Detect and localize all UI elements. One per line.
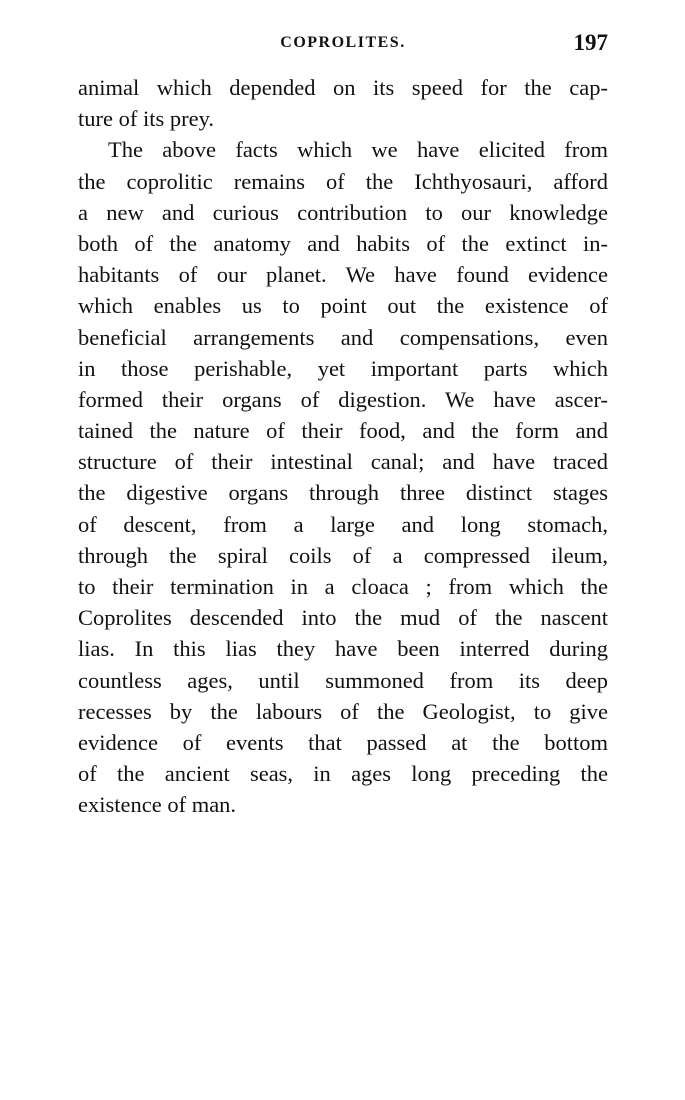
body-text <box>78 72 608 821</box>
text-line: which enables us to point out the existence of <box>78 293 608 319</box>
text-line: a new and curious contribution to our knowledge <box>78 199 608 225</box>
text-line: beneficial arrangements and compensations, even <box>78 324 608 350</box>
text-line: in those perishable, yet important parts which <box>78 355 608 381</box>
text-line: Coprolites descended into the mud of the nascent <box>78 605 608 631</box>
running-title: COPROLITES. <box>280 34 406 51</box>
text-line: of descent, from a large and long stomach, <box>78 511 608 537</box>
text-line: the digestive organs through three distinct stages <box>78 480 608 506</box>
text-line: both of the anatomy and habits of the extinct in- <box>78 230 608 256</box>
text-line: existence of man. <box>78 792 237 818</box>
text-line: countless ages, until summoned from its deep <box>78 667 608 693</box>
text-line: of the ancient seas, in ages long preceding the <box>78 761 608 787</box>
text-line: animal which depended on its speed for the cap- <box>78 75 608 100</box>
text-line: recesses by the labours of the Geologist, to give <box>78 698 608 724</box>
text-line: formed their organs of digestion. We have ascer- <box>78 386 608 412</box>
text-line: ture of its prey. <box>78 106 214 132</box>
running-head <box>78 30 608 60</box>
page-number: 197 <box>573 30 608 55</box>
text-line: the coprolitic remains of the Ichthyosauri, afford <box>78 168 608 194</box>
text-line: to their termination in a cloaca ; from which the <box>78 574 608 599</box>
text-line: through the spiral coils of a compressed ileum, <box>78 542 608 568</box>
text-line: habitants of our planet. We have found evidence <box>78 262 608 288</box>
text-line: evidence of events that passed at the bottom <box>78 729 608 755</box>
text-line: structure of their intestinal canal; and have traced <box>78 449 608 475</box>
text-line: tained the nature of their food, and the form and <box>78 418 608 444</box>
text-line: lias. In this lias they have been interred during <box>78 636 608 662</box>
text-line: The above facts which we have elicited from <box>108 137 608 163</box>
